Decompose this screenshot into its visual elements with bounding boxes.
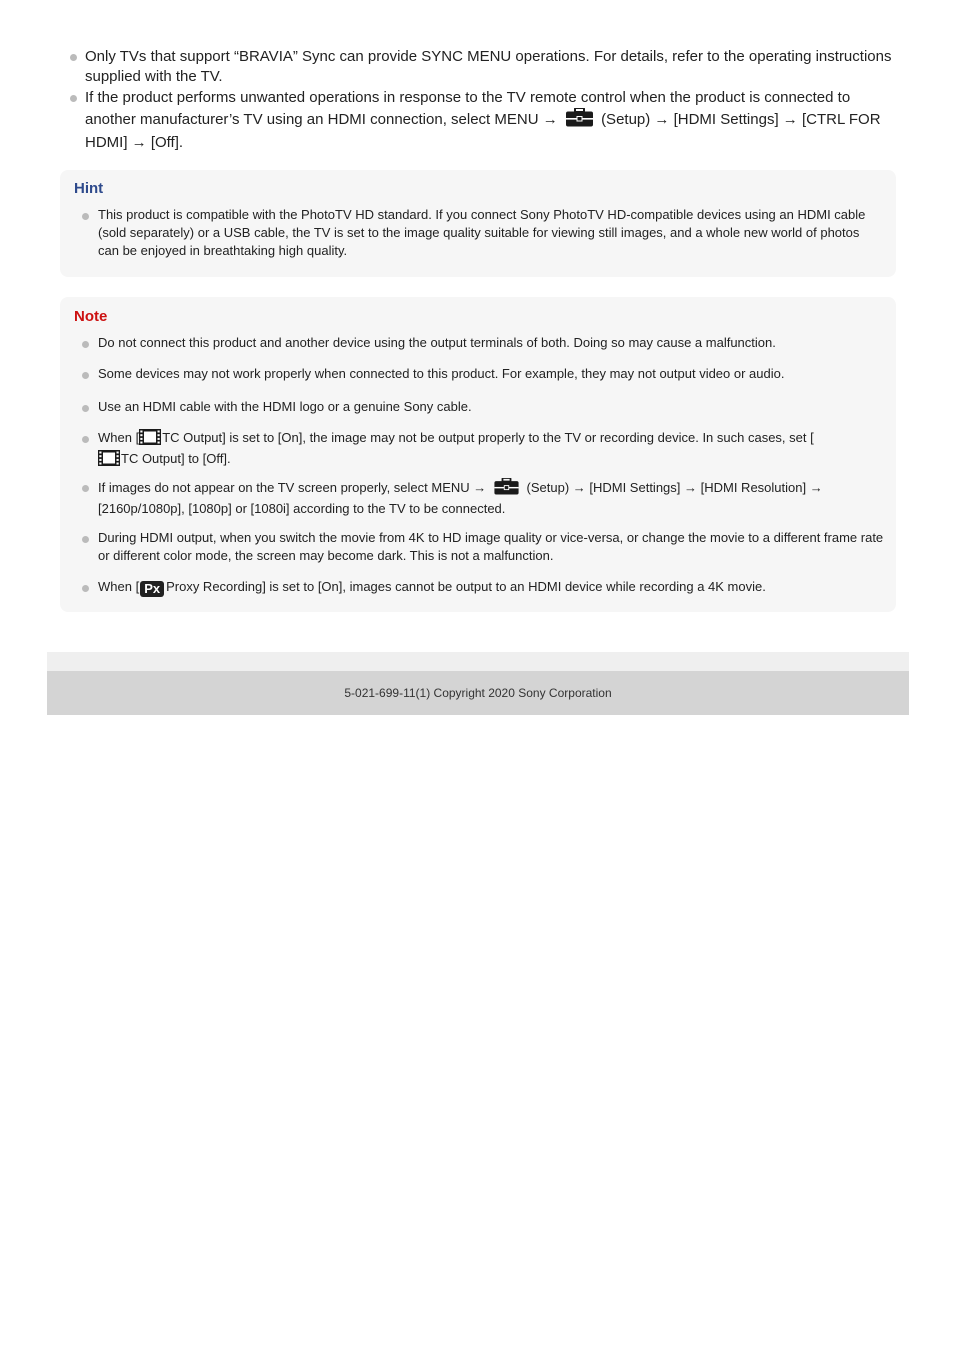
bullet-icon (70, 95, 77, 102)
intro-item-text: If the product performs unwanted operations in response to the TV remote control when the product is connected to another manufacturer’s TV using an HDMI connection, select MENU → (85, 89, 851, 128)
note-item-proxy-recording (82, 578, 888, 597)
intro-item-text: Only TVs that support “BRAVIA” Sync can provide SYNC MENU operations. For details, refer to the operating instructions supplied with the TV. (85, 48, 892, 85)
bullet-icon (82, 585, 89, 592)
bullet-icon (82, 213, 89, 220)
note-list (82, 297, 884, 612)
intro-item-ctrl-for-hdmi (68, 88, 898, 153)
hint-item-text: This product is compatible with the PhotoTV HD standard. If you connect Sony PhotoTV HD-compatible devices using an HDMI cable (sold separately) or a USB cable, the TV is set to the image quality suitable for viewing still images, and a whole new world of photos can be enjoyed in breathtaking high quality. (98, 207, 866, 258)
note-item-text: (Setup) → [HDMI Settings] → [HDMI Resolution] → [2160p/1080p], [1080p] or [1080i] according to the TV to be connected. (98, 480, 823, 516)
note-item-text: TC Output] to [Off]. (121, 451, 231, 466)
note-item-tc-output (82, 429, 888, 471)
bullet-icon (82, 536, 89, 543)
note-item-text: Some devices may not work properly when connected to this product. For example, they may not output video or audio. (98, 366, 785, 381)
bullet-icon (82, 436, 89, 443)
hint-item (82, 206, 872, 260)
intro-item-bravia-sync (68, 47, 898, 87)
bullet-icon (70, 54, 77, 61)
note-item-hdmi-resolution (82, 478, 888, 518)
note-item-hdmi-cable (82, 398, 888, 416)
footer (47, 671, 909, 715)
note-item-text: Proxy Recording] is set to [On], images cannot be output to an HDMI device while recording a 4K movie. (166, 579, 766, 594)
note-item-output-terminals (82, 334, 888, 352)
note-item-text: TC Output] is set to [On], the image may not be output properly to the TV or recording device. In such cases, set [ (162, 430, 814, 445)
note-item-text: When [ (98, 579, 140, 594)
hint-title: Hint (74, 180, 104, 197)
footer-spacer (47, 652, 909, 671)
note-item-text: Use an HDMI cable with the HDMI logo or a genuine Sony cable. (98, 399, 472, 414)
bullet-icon (82, 372, 89, 379)
note-title: Note (74, 308, 108, 325)
bullet-icon (82, 485, 89, 492)
note-item-text: Do not connect this product and another device using the output terminals of both. Doing so may cause a malfunction. (98, 335, 776, 350)
intro-list (68, 47, 898, 154)
px-icon: Px (140, 581, 164, 597)
hint-list (82, 206, 872, 260)
copyright-text: 5-021-699-11(1) Copyright 2020 Sony Corporation (344, 686, 612, 700)
toolbox-icon (566, 108, 593, 133)
toolbox-icon (494, 478, 519, 500)
note-item-4k-hd-switch (82, 529, 888, 565)
film-icon (139, 429, 161, 450)
intro-item-text: (Setup) → [HDMI Settings] → [CTRL FOR HDMI] → [Off]. (85, 111, 881, 151)
note-box (60, 297, 896, 612)
bullet-icon (82, 341, 89, 348)
note-item-text: During HDMI output, when you switch the movie from 4K to HD image quality or vice-versa, or change the movie to a different frame rate or different color mode, the screen may become dark. This is not a malfunction. (98, 530, 884, 563)
hint-box (60, 170, 896, 277)
film-icon (98, 450, 120, 471)
bullet-icon (82, 405, 89, 412)
note-item-text: When [ (98, 430, 140, 445)
note-item-devices (82, 365, 888, 383)
note-item-text: If images do not appear on the TV screen properly, select MENU → (98, 480, 487, 495)
